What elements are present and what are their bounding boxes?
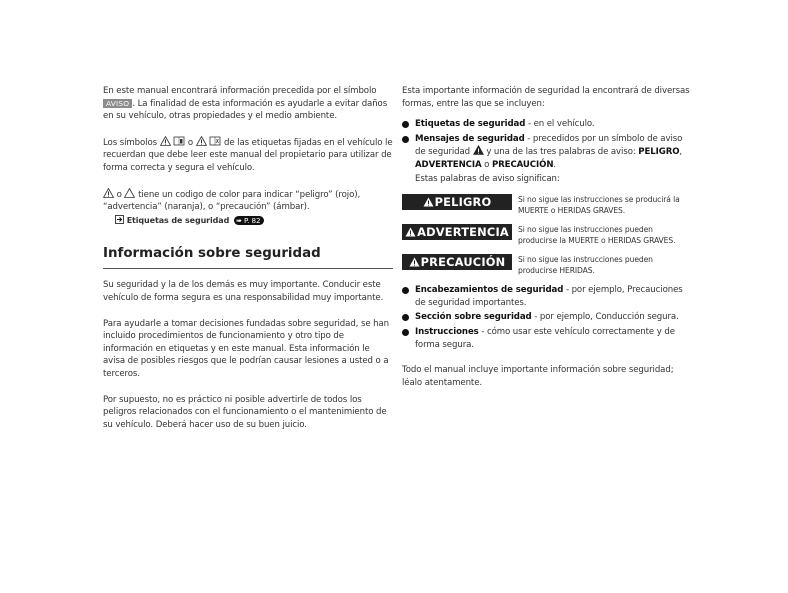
warning-triangle-icon	[196, 136, 207, 146]
warning-triangle-icon	[409, 257, 420, 267]
warning-triangle-icon	[160, 136, 171, 146]
list-item: Encabezamientos de seguridad - por ejemplo, Precauciones de seguridad importantes.	[402, 284, 690, 309]
peligro-label: PELIGRO	[402, 194, 512, 210]
cross-reference-label[interactable]: Etiquetas de seguridad	[126, 215, 230, 225]
list-item: Etiquetas de seguridad - en el vehículo.	[402, 118, 690, 131]
color-code-paragraph: o tiene un codigo de color para indicar “peligro” (rojo), “advertencia” (naranja), o “precaución” (ámbar).	[103, 189, 361, 213]
advertencia-description: Si no sigue las instrucciones pueden producirse la MUERTE o HERIDAS GRAVES.	[518, 225, 676, 246]
bullet-list-top	[402, 118, 690, 171]
bullet-dot-icon	[402, 329, 409, 336]
owners-manual-book-icon	[173, 136, 185, 146]
symbols-paragraph: Los símbolos o de las etiquetas fijadas en el vehículo le recuerdan que debe leer este manual del propietario para utilizar de forma correcta y segura el vehículo.	[103, 137, 393, 173]
warning-triangle-solid-icon	[473, 145, 484, 155]
advertencia-label: ADVERTENCIA	[402, 224, 512, 240]
bullet-dot-icon	[402, 314, 409, 321]
warning-triangle-icon	[423, 197, 434, 207]
list-item: Instrucciones - cómo usar este vehículo correctamente y de forma segura.	[402, 326, 690, 351]
section-paragraph-1: Su seguridad y la de los demás es muy importante. Conducir este vehículo de forma segura es una responsabilidad muy importante.	[103, 280, 384, 303]
section-paragraph-2: Para ayudarle a tomar decisiones fundadas sobre seguridad, se han incluido procedimientos de funcionamiento y otro tipo de información en etiquetas y en este manual. Esta información le avisa de posibles riesgos que le podrían causar lesiones a usted o a terceros.	[103, 318, 390, 379]
signal-word-row-peligro	[402, 194, 690, 216]
left-column	[103, 85, 393, 431]
section-paragraph-3: Por supuesto, no es práctico ni posible advertirle de todos los peligros relacionados con el funcionamiento o el mantenimiento de su vehículo. Deberá hacer uso de su buen juicio.	[103, 394, 387, 430]
page-reference-badge[interactable]: ➠ P. 82	[234, 216, 265, 225]
list-item: Sección sobre seguridad - por ejemplo, Conducción segura.	[402, 311, 690, 324]
bullet-dot-icon	[402, 287, 409, 294]
arrow-icon	[115, 215, 124, 224]
service-manual-book-icon	[209, 136, 221, 146]
peligro-description: Si no sigue las instrucciones se producirá la MUERTE o HERIDAS GRAVES.	[518, 195, 680, 216]
warning-triangle-outline-icon	[124, 188, 135, 198]
signal-word-row-advertencia	[402, 224, 690, 246]
list-item: Mensajes de seguridad - precedidos por un símbolo de aviso de seguridad y una de las tres palabras de aviso: PELIGRO, ADVERTENCIA o PRECAUCIÓN.	[402, 133, 690, 172]
signal-words-table	[402, 194, 690, 276]
closing-paragraph: Todo el manual incluye importante información sobre seguridad; léalo atentamente.	[402, 365, 674, 388]
signal-word-row-precaucion	[402, 254, 690, 276]
precaucion-label: PRECAUCIÓN	[402, 254, 512, 270]
intro-paragraph: En este manual encontrará información precedida por el símbolo AVISO . La finalidad de esta información es ayudarle a evitar daños en su vehículo, otras propiedades y el medio ambiente.	[103, 86, 388, 122]
warning-triangle-icon	[405, 227, 416, 237]
bullet-list-bottom	[402, 284, 690, 351]
cross-reference[interactable]	[103, 215, 393, 228]
precaucion-description: Si no sigue las instrucciones pueden producirse HERIDAS.	[518, 255, 653, 276]
right-column	[402, 85, 690, 389]
warning-triangle-icon	[103, 188, 114, 198]
section-heading: Información sobre seguridad	[103, 245, 393, 269]
bullet-dot-icon	[402, 136, 409, 143]
signal-words-intro: Estas palabras de aviso significan:	[415, 173, 560, 184]
bullet-dot-icon	[402, 121, 409, 128]
aviso-tag: AVISO	[103, 99, 132, 108]
right-intro-paragraph: Esta importante información de seguridad la encontrará de diversas formas, entre las que se incluyen:	[402, 86, 690, 109]
